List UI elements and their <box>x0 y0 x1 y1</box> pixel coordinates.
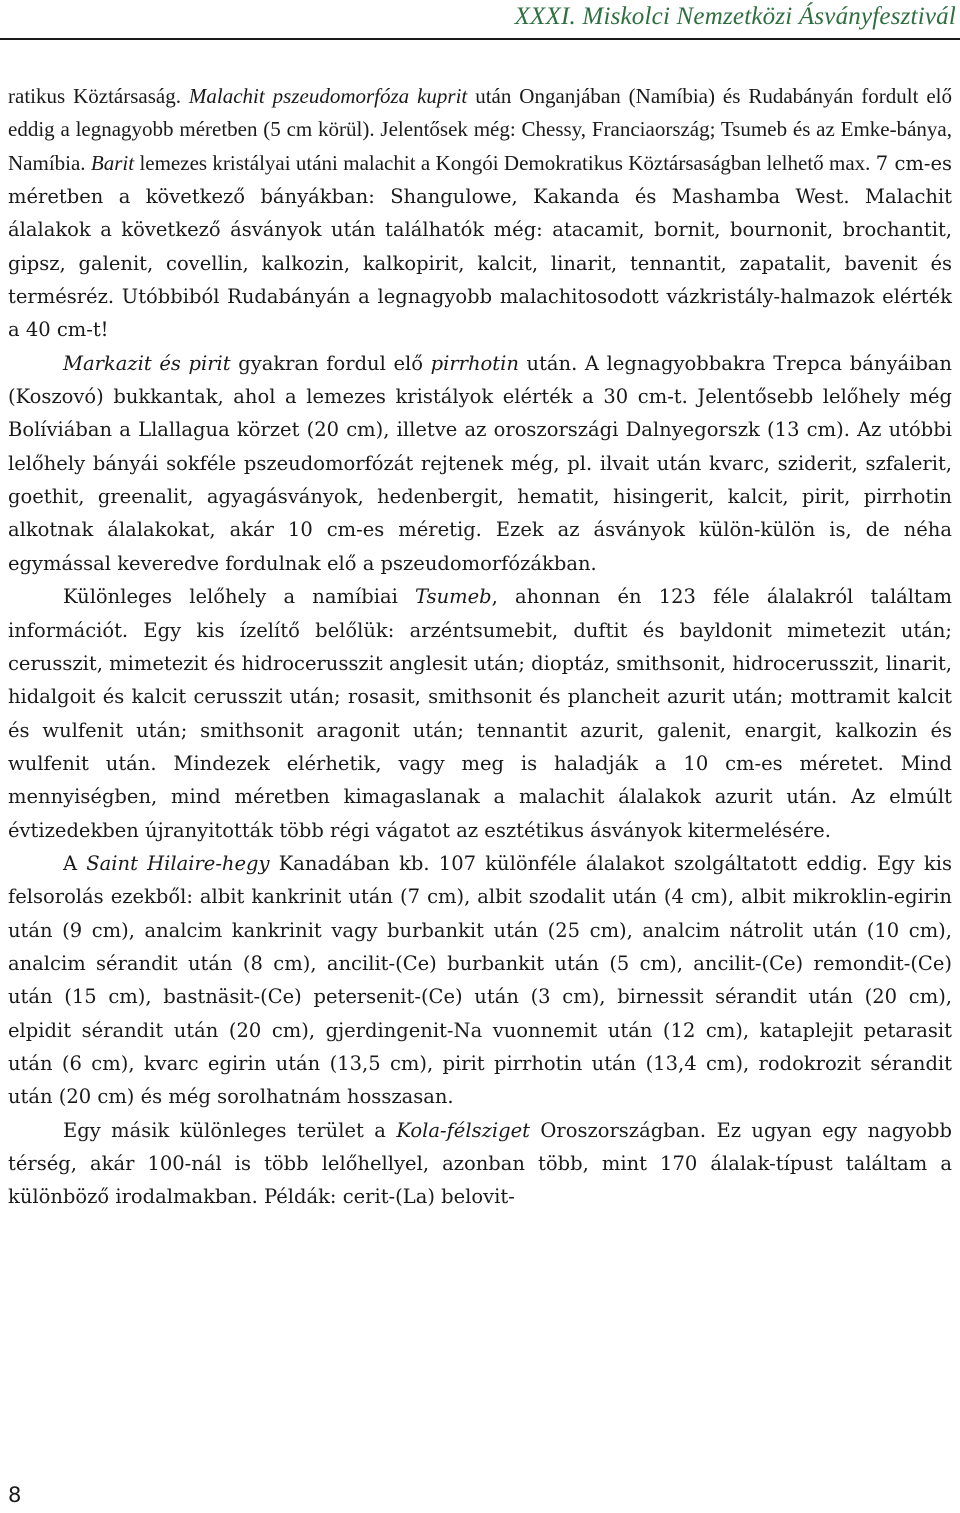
text-run: 7 cm-es méretben a következő bányákban: Shangulowe, Kakanda és Mashamba West. Malachit álalakok a következő ásványok után találhatók még: atacamit, bornit, bournonit, brochantit, gipsz, galenit, covellin, kalkozin, kalkopirit, kalcit, linarit, tennantit, zapatalit, bavenit és termésréz. Utóbbiból Rudabányán a legnagyobb malachitosodott vázkristály-halmazok elérték a 40 cm-t! <box>8 151 952 342</box>
text-run: pirrhotin <box>430 351 519 375</box>
text-run: Markazit és pirit <box>63 351 231 375</box>
text-run: ratikus Köztársaság. <box>8 84 189 108</box>
article-body <box>8 80 952 1214</box>
text-run: után. A legnagyobbakra Trepca bányáiban (Koszovó) bukkantak, ahol a lemezes kristályok elérték a 30 cm-t. Jelentősebb lelőhely még Bolíviában a Llallagua körzet (20 cm), illetve az oroszországi Dalnyegorszk (13 cm). Az utóbbi lelőhely bányái sokféle pszeudomorfózát rejtenek még, pl. ilvait után kvarc, sziderit, szfalerit, goethit, greenalit, agyagásványok, hedenbergit, hematit, hisingerit, kalcit, pirit, pirrhotin alkotnak álalakokat, akár 10 cm-es méretig. Ezek az ásványok külön-külön is, de néha egymással keveredve fordulnak elő a pszeudomorfózákban. <box>8 351 952 575</box>
text-run: Malachit pszeudomorfóza kuprit <box>188 84 468 108</box>
page-number: 8 <box>8 1483 22 1507</box>
text-run: A <box>63 851 87 875</box>
text-run: Egy másik különleges terület a <box>63 1118 397 1142</box>
text-run: Különleges lelőhely a namíbiai <box>63 585 415 609</box>
header-rule <box>0 38 960 40</box>
text-run: gyakran fordul elő <box>230 351 431 375</box>
text-run: lemezes kristályai utáni malachit a Kongói Demokratikus Köztársaságban lelhető max. <box>134 150 876 175</box>
running-header: XXXI. Miskolci Nemzetközi Ásványfesztivál <box>514 3 956 30</box>
text-run: Kanadában kb. 107 különféle álalakot szolgáltatott eddig. Egy kis felsorolás ezekből: albit kankrinit után (7 cm), albit szodalit után (4 cm), albit mikroklin-egirin után (9 cm), analcim kankrinit vagy burbankit után (25 cm), analcim nátrolit után (10 cm), analcim sérandit után (8 cm), ancilit-(Ce) burbankit után (5 cm), ancilit-(Ce) remondit-(Ce) után (15 cm), bastnäsit-(Ce) petersenit-(Ce) után (3 cm), birnessit sérandit után (20 cm), elpidit sérandit után (20 cm), gjerdingenit-Na vuonnemit után (12 cm), kataplejit petarasit után (6 cm), kvarc egirin után (13,5 cm), pirit pirrhotin után (13,4 cm), rodokrozit sérandit után (20 cm) és még sorolhatnám hosszasan. <box>8 851 952 1109</box>
text-run: Barit <box>90 150 135 175</box>
text-run: után Onganjában (Namíbia) és Rudabányán fordult elő eddig a legnagyobb méretben (5 cm körül). Jelentősek még: Chessy, Franciaország; Tsumeb és az Emke-bánya, Namíbia. <box>8 84 952 175</box>
text-run: , ahonnan én 123 féle álalakról találtam információt. Egy kis ízelítő belőlük: arzéntsumebit, duftit és bayldonit mimetezit után; cerusszit, mimetezit és hidrocerusszit anglesit után; dioptáz, smithsonit, hidrocerusszit, linarit, hidalgoit és kalcit cerusszit után; rosasit, smithsonit és plancheit azurit után; mottramit kalcit és wulfenit után; smithsonit aragonit után; tennantit azurit, galenit, enargit, kalkozin és wulfenit után. Mindezek elérhetik, vagy meg is haladják a 10 cm-es méretet. Mind mennyiségben, mind méretben kimagaslanak a malachit álalakok azurit után. Az elmúlt évtizedekben újranyitották több régi vágatot az esztétikus ásványok kitermelésére. <box>8 585 952 842</box>
paragraph <box>8 1114 952 1214</box>
text-run: Kola-félsziget <box>396 1118 530 1142</box>
paragraph <box>8 347 952 580</box>
text-run: Saint Hilaire-hegy <box>86 851 270 875</box>
text-run: Oroszországban. Ez ugyan egy nagyobb térség, akár 100-nál is több lelőhellyel, azonban több, mint 170 álalak-típust találtam a különböző irodalmakban. Példák: cerit-(La) belovit- <box>8 1118 952 1209</box>
paragraph <box>8 580 952 847</box>
paragraph <box>8 847 952 1114</box>
text-run: Tsumeb <box>414 585 492 609</box>
paragraph <box>8 80 952 347</box>
